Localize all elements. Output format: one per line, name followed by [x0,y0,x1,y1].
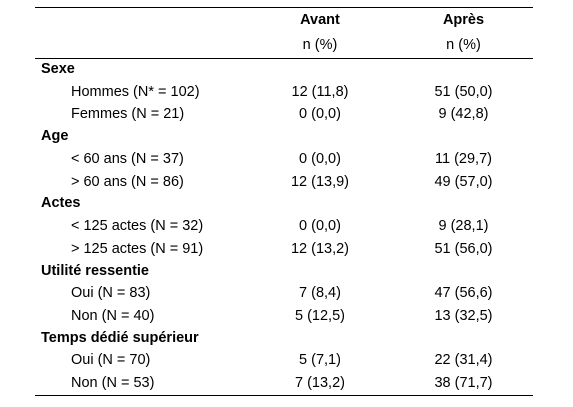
before-value: 5 (12,5) [295,307,345,324]
after-value: 9 (42,8) [438,106,489,123]
row-label: Non (N = 40) [71,307,155,324]
table-row [35,215,533,238]
after-value: 38 (71,7) [434,375,493,392]
after-value: 51 (56,0) [434,240,493,257]
col-after-heading: Après [442,12,485,28]
row-label: Non (N = 53) [71,375,155,392]
section-title: Actes [41,195,81,212]
header-row [35,8,533,33]
after-value: 11 (29,7) [435,150,492,167]
table-row [35,238,533,261]
after-value: 22 (31,4) [434,352,493,369]
before-value: 5 (7,1) [299,352,341,369]
before-value: 12 (13,9) [290,173,350,190]
col-after-unit: n (%) [446,37,481,53]
before-value: 0 (0,0) [299,150,341,167]
row-label: > 125 actes (N = 91) [71,240,204,257]
section-utilite [35,261,533,283]
section-actes [35,193,533,215]
col-before-heading: Avant [300,12,340,28]
row-label: Oui (N = 70) [71,352,151,369]
after-value: 49 (57,0) [434,173,493,190]
section-title: Utilité ressentie [41,262,149,279]
before-value: 7 (8,4) [299,285,341,302]
section-title: Temps dédié supérieur [41,329,199,346]
table-row [35,148,533,171]
row-label: Oui (N = 83) [71,285,151,302]
after-value: 9 (28,1) [438,217,489,234]
section-title: Sexe [41,61,75,77]
table-row [35,282,533,305]
section-sexe [35,59,533,81]
results-table [35,7,533,396]
table-row [35,349,533,372]
col-before-unit: n (%) [302,37,338,53]
after-value: 47 (56,6) [434,285,493,302]
bottom-rule [35,395,533,396]
after-value: 51 (50,0) [434,83,493,100]
table-row [35,81,533,104]
section-title: Age [41,128,69,145]
row-label: < 125 actes (N = 32) [71,217,204,234]
before-value: 12 (13,2) [290,240,350,257]
table-row [35,103,533,126]
row-label: Hommes (N* = 102) [71,83,200,100]
unit-row [35,33,533,58]
after-value: 13 (32,5) [434,307,493,324]
before-value: 0 (0,0) [299,106,341,123]
before-value: 12 (11,8) [291,83,349,100]
before-value: 7 (13,2) [295,375,345,392]
table-row [35,372,533,395]
section-age [35,126,533,148]
table-row [35,171,533,194]
row-label: Femmes (N = 21) [71,106,185,123]
row-label: > 60 ans (N = 86) [71,173,184,190]
table-row [35,305,533,328]
section-temps [35,328,533,350]
row-label: < 60 ans (N = 37) [71,150,184,167]
before-value: 0 (0,0) [299,217,341,234]
